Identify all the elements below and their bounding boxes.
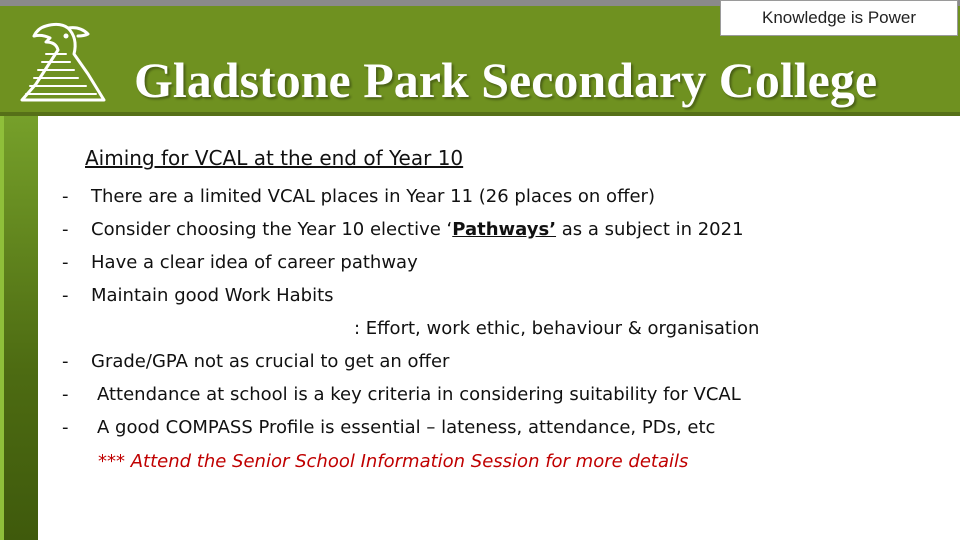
list-item-text: Consider choosing the Year 10 elective ‘: [91, 219, 453, 240]
bullet-marker: -: [62, 417, 69, 438]
bullet-marker: -: [62, 384, 69, 405]
page-title: Gladstone Park Secondary College: [134, 52, 878, 108]
bullet-marker: -: [62, 252, 69, 273]
tagline: Knowledge is Power: [720, 0, 958, 36]
list-item-text: as a subject in 2021: [556, 219, 744, 240]
list-item: Attendance at school is a key criteria in considering suitability for VCAL: [97, 384, 741, 405]
list-item: Have a clear idea of career pathway: [91, 252, 418, 273]
list-item: A good COMPASS Profile is essential – lateness, attendance, PDs, etc: [97, 417, 716, 438]
pathways-emphasis: Pathways’: [452, 219, 557, 240]
bullet-marker: -: [62, 219, 69, 240]
list-item: There are a limited VCAL places in Year 11 (26 places on offer): [91, 186, 655, 207]
bullet-marker: -: [62, 285, 69, 306]
bullet-marker: -: [62, 351, 69, 372]
info-session-note: *** Attend the Senior School Information Session for more details: [98, 451, 689, 472]
list-item: [91, 219, 744, 240]
list-item: Maintain good Work Habits: [91, 285, 334, 306]
slide-heading: Aiming for VCAL at the end of Year 10: [85, 146, 464, 170]
bullet-marker: -: [62, 186, 69, 207]
list-item-continuation: : Effort, work ethic, behaviour & organisation: [354, 318, 760, 339]
list-item: Grade/GPA not as crucial to get an offer: [91, 351, 450, 372]
